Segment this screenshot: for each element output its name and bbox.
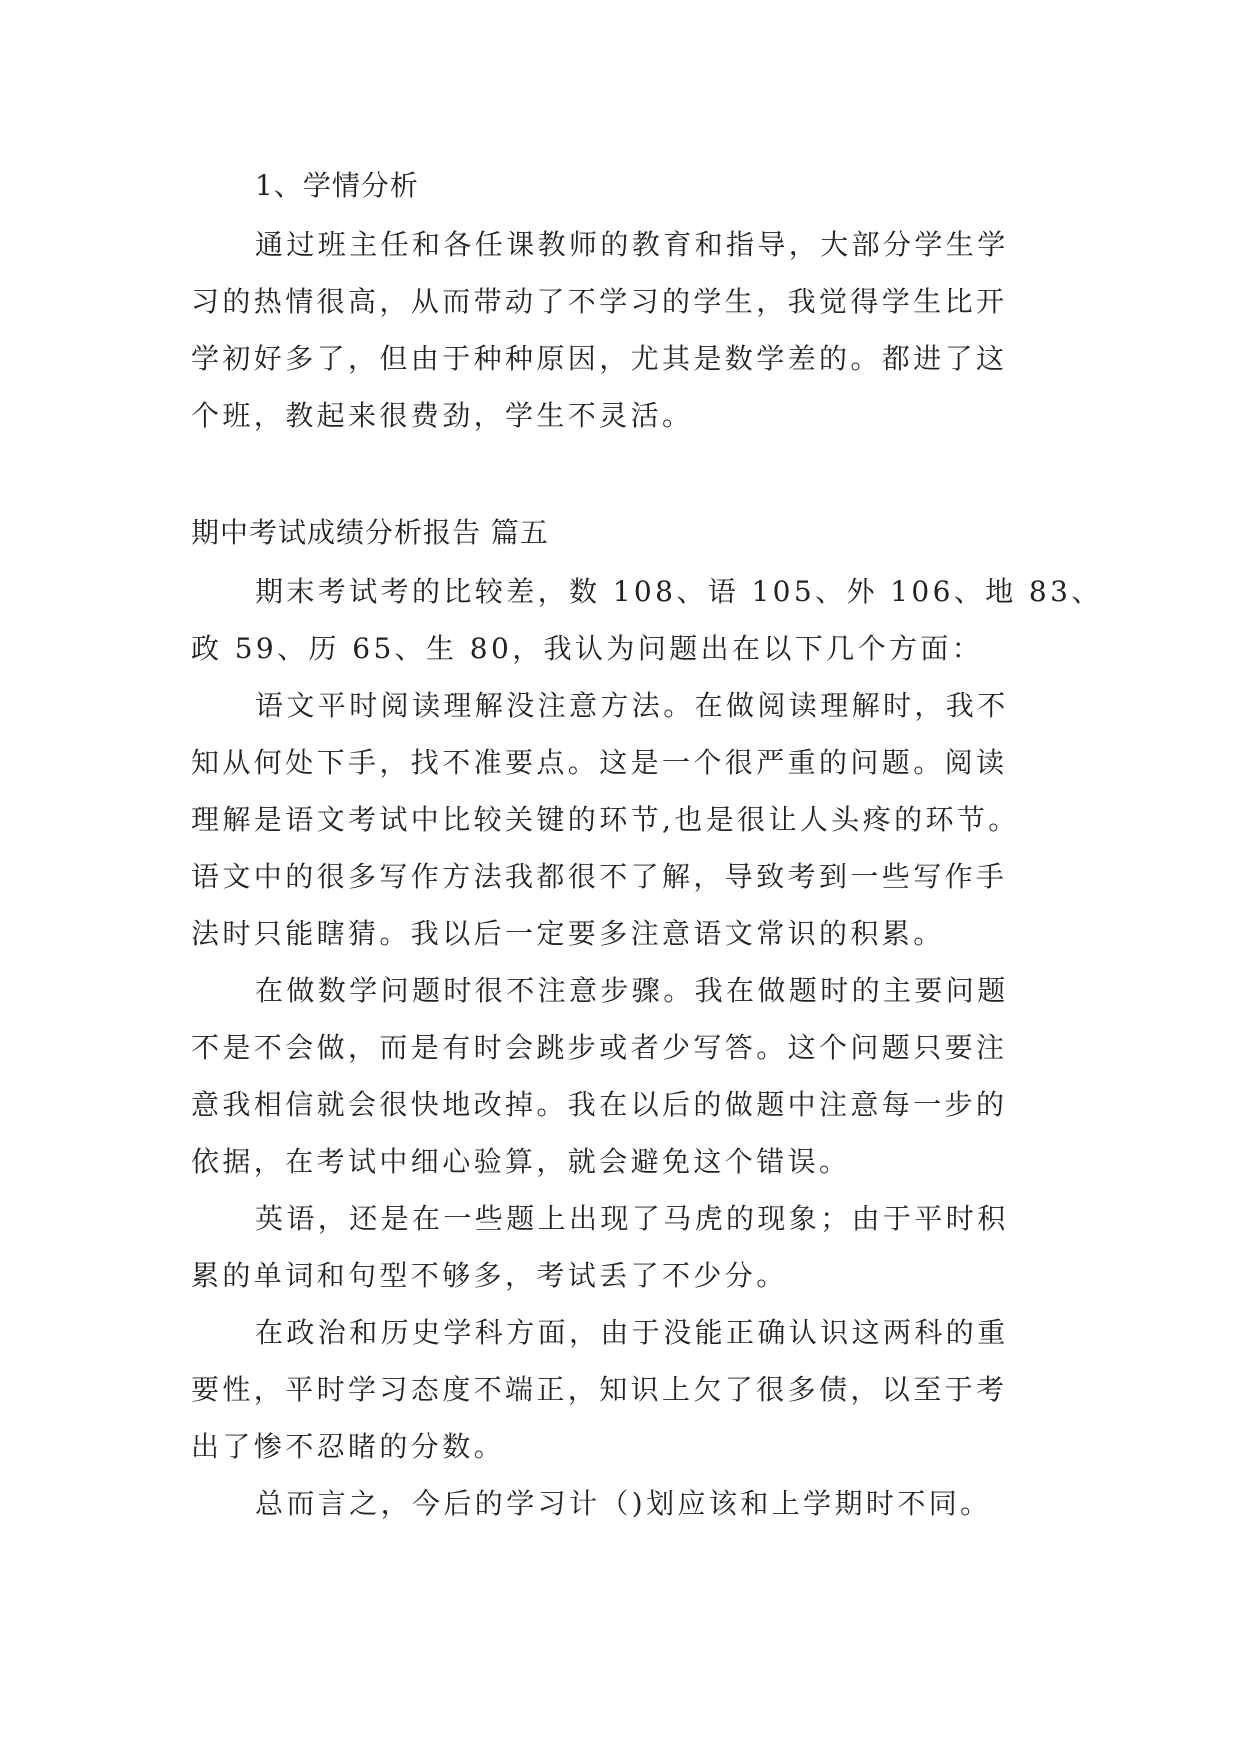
text-line: 在政治和历史学科方面，由于没能正确认识这两科的重: [255, 1316, 1009, 1349]
text-line: 在做数学问题时很不注意步骤。我在做题时的主要问题: [255, 974, 1009, 1007]
text-line: 政 59、历 65、生 80，我认为问题出在以下几个方面：: [191, 632, 984, 665]
text-line: 要性，平时学习态度不端正，知识上欠了很多债，以至于考: [191, 1373, 1008, 1406]
text-line: 习的热情很高，从而带动了不学习的学生，我觉得学生比开: [191, 285, 1008, 318]
text-line: 语文中的很多写作方法我都很不了解，导致考到一些写作手: [191, 860, 1008, 893]
text-line: 总而言之，今后的学习计（)划应该和上学期时不同。: [255, 1487, 992, 1520]
text-line: 知从何处下手，找不准要点。这是一个很严重的问题。阅读: [191, 746, 1008, 779]
text-line: 意我相信就会很快地改掉。我在以后的做题中注意每一步的: [191, 1088, 1008, 1121]
text-line: 个班，教起来很费劲，学生不灵活。: [191, 399, 694, 432]
text-line: 学初好多了，但由于种种原因，尤其是数学差的。都进了这: [191, 342, 1008, 375]
text-line: 通过班主任和各任课教师的教育和指导，大部分学生学: [255, 228, 1009, 261]
text-line: 累的单词和句型不够多，考试丢了不少分。: [191, 1259, 788, 1292]
text-line: 出了惨不忍睹的分数。: [191, 1430, 506, 1463]
document-title: 期中考试成绩分析报告 篇五: [191, 516, 549, 549]
text-line: 期末考试考的比较差，数 108、语 105、外 106、地 83、: [255, 575, 1103, 608]
text-line: 语文平时阅读理解没注意方法。在做阅读理解时，我不: [255, 689, 1009, 722]
text-line: 不是不会做，而是有时会跳步或者少写答。这个问题只要注: [191, 1031, 1008, 1064]
text-line: 理解是语文考试中比较关键的环节,也是很让人头疼的环节。: [191, 803, 1020, 836]
section-heading: 1、学情分析: [255, 169, 419, 202]
text-line: 英语，还是在一些题上出现了马虎的现象；由于平时积: [255, 1202, 1009, 1235]
text-line: 依据，在考试中细心验算，就会避免这个错误。: [191, 1145, 851, 1178]
text-line: 法时只能瞎猜。我以后一定要多注意语文常识的积累。: [191, 917, 945, 950]
